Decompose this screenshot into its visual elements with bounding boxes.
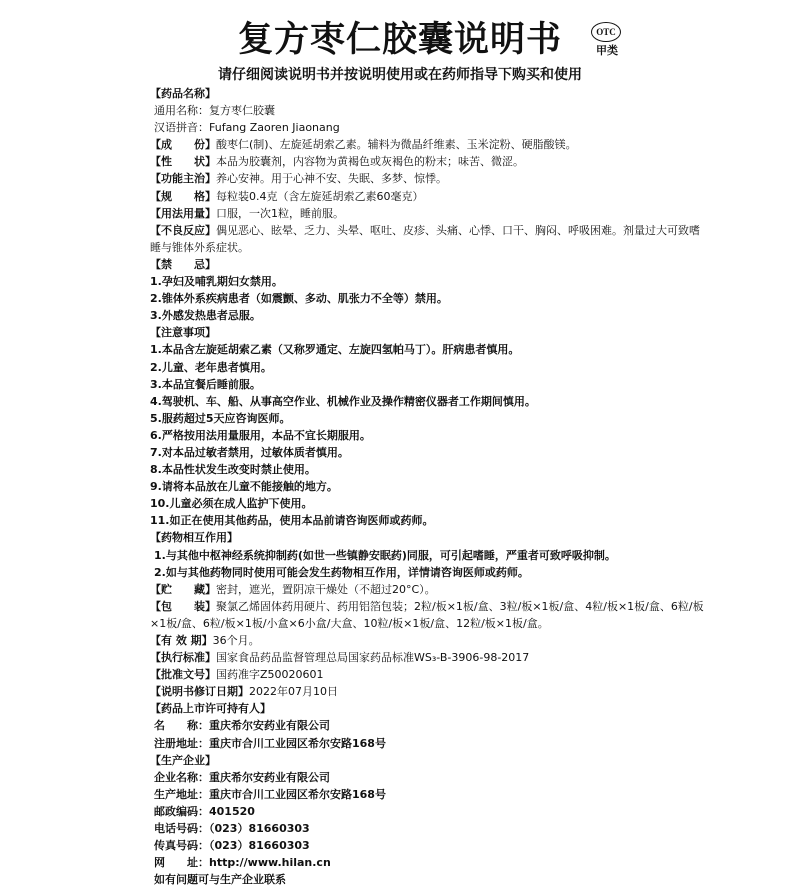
indications-label: 【功能主治】: [150, 172, 216, 186]
validity-label: 【有 效 期】: [150, 634, 213, 647]
phone-value: （023）81660303: [209, 822, 310, 836]
caution-item: 2.儿童、老年患者慎用。: [150, 360, 272, 374]
package-value: 聚氯乙烯固体药用硬片、药用铝箔包装；2粒/板×1板/盒、3粒/板×1板/盒、4粒/板×1板/盒、6粒/板×1板/盒、6粒/板×1板/小盒×6小盒/大盒、10粒/板×1板/盒、12粒/板×1板/盒。: [150, 599, 704, 630]
caution-item: 3.本品宜餐后睡前服。: [150, 377, 261, 391]
storage-row: [150, 581, 710, 598]
revision-row: [150, 683, 710, 700]
character-label: 【性 状】: [150, 155, 216, 169]
document-header: [0, 8, 800, 88]
interaction-item: 1.与其他中枢神经系统抑制药(如世一些镇静安眠药)同服，可引起嗜睡，严重者可致呼吸抑制。: [154, 548, 616, 562]
generic-name-row: [150, 102, 710, 119]
caution-item: 10.儿童必须在成人监护下使用。: [150, 497, 313, 511]
approval-row: [150, 666, 710, 683]
manufacturer-heading: 【生产企业】: [150, 753, 216, 767]
postcode-label: 邮政编码：: [154, 804, 209, 818]
spec-value: 每粒装0.4克（含左旋延胡索乙素60毫克）: [216, 189, 424, 203]
website-label: 网 址：: [154, 856, 209, 870]
holder-address-row: [150, 735, 710, 752]
postcode-value: 401520: [209, 804, 255, 818]
standard-row: [150, 649, 710, 666]
manufacturer-address-value: 重庆市合川工业园区希尔安路168号: [209, 787, 386, 801]
adverse-value: 偶见恶心、眩晕、乏力、头晕、呕吐、皮疹、头痛、心悸、口干、胸闷、呼吸困难。剂量过大可致嗜睡与锥体外系症状。: [150, 223, 700, 254]
caution-item: 6.严格按用法用量服用，本品不宜长期服用。: [150, 428, 371, 442]
storage-value: 密封，遮光，置阴凉干燥处（不超过20°C）。: [216, 582, 436, 596]
standard-value: 国家食品药品监督管理总局国家药品标准WS₃-B-3906-98-2017: [216, 651, 530, 665]
contraindication-item: 2.锥体外系疾病患者（如震颤、多动、肌张力不全等）禁用。: [150, 292, 448, 306]
interactions-heading: 【药物相互作用】: [150, 531, 238, 545]
caution-item: 9.请将本品放在儿童不能接触的地方。: [150, 480, 338, 494]
fax-value: （023）81660303: [209, 839, 310, 853]
manufacturer-address-row: [150, 786, 710, 803]
manufacturer-name-value: 重庆希尔安药业有限公司: [209, 770, 330, 784]
caution-item: 11.如正在使用其他药品，使用本品前请咨询医师或药师。: [150, 514, 434, 528]
approval-label: 【批准文号】: [150, 668, 216, 682]
caution-item: 1.本品含左旋延胡索乙素（又称罗通定、左旋四氢帕马丁）。肝病患者慎用。: [150, 343, 520, 357]
phone-row: [150, 820, 710, 837]
phone-label: 电话号码：: [154, 822, 209, 836]
holder-name-value: 重庆希尔安药业有限公司: [209, 719, 330, 733]
adverse-label: 【不良反应】: [150, 223, 216, 237]
document-title: 复方枣仁胶囊说明书: [237, 20, 562, 60]
document-subtitle: 请仔细阅读说明书并按说明使用或在药师指导下购买和使用: [218, 67, 582, 83]
package-row: [150, 598, 710, 632]
contraindications-heading: 【禁 忌】: [150, 257, 216, 271]
fax-label: 传真号码：: [154, 839, 209, 853]
website-value: http://www.hilan.cn: [209, 856, 331, 870]
cautions-heading: 【注意事项】: [150, 326, 216, 340]
pinyin-label: 汉语拼音：: [154, 121, 209, 135]
leaflet-body: [150, 85, 710, 888]
holder-name-label: 名 称：: [154, 719, 209, 733]
contraindication-item: 1.孕妇及哺乳期妇女禁用。: [150, 275, 283, 289]
manufacturer-name-row: [150, 769, 710, 786]
generic-name-value: 复方枣仁胶囊: [209, 104, 275, 118]
ingredients-label: 【成 份】: [150, 138, 216, 152]
drug-name-heading: 【药品名称】: [150, 87, 216, 100]
otc-badge: OTC: [591, 22, 621, 42]
caution-item: 5.服药超过5天应咨询医师。: [150, 411, 291, 425]
spec-row: [150, 188, 710, 205]
caution-item: 7.对本品过敏者禁用，过敏体质者慎用。: [150, 445, 349, 459]
validity-row: [150, 632, 710, 649]
manufacturer-address-label: 生产地址：: [154, 787, 209, 801]
ingredients-row: [150, 136, 710, 153]
adverse-row: [150, 222, 710, 256]
caution-item: 4.驾驶机、车、船、从事高空作业、机械作业及操作精密仪器者工作期间慎用。: [150, 394, 536, 408]
interaction-item: 2.如与其他药物同时使用可能会发生药物相互作用，详情请咨询医师或药师。: [154, 565, 529, 579]
indications-value: 养心安神。用于心神不安、失眠、多梦、惊悸。: [216, 172, 447, 186]
holder-name-row: [150, 717, 710, 734]
holder-address-value: 重庆市合川工业园区希尔安路168号: [209, 736, 386, 750]
fax-row: [150, 837, 710, 854]
pinyin-row: [150, 119, 710, 136]
character-row: [150, 153, 710, 170]
holder-heading: 【药品上市许可持有人】: [150, 702, 271, 716]
category-label: 甲类: [596, 44, 618, 57]
ingredients-value: 酸枣仁(制)、左旋延胡索乙素。辅料为微晶纤维素、玉米淀粉、硬脂酸镁。: [216, 138, 577, 152]
generic-name-label: 通用名称：: [154, 104, 209, 118]
standard-label: 【执行标准】: [150, 651, 216, 665]
validity-value: 36个月。: [212, 634, 260, 647]
indications-row: [150, 170, 710, 187]
approval-value: 国药准字Z50020601: [216, 668, 324, 682]
spec-label: 【规 格】: [150, 189, 216, 203]
revision-label: 【说明书修订日期】: [150, 685, 249, 699]
package-label: 【包 装】: [150, 599, 216, 613]
storage-label: 【贮 藏】: [150, 582, 216, 596]
manufacturer-name-label: 企业名称：: [154, 770, 209, 784]
usage-value: 口服，一次1粒，睡前服。: [216, 206, 344, 220]
holder-address-label: 注册地址：: [154, 736, 209, 750]
usage-label: 【用法用量】: [150, 206, 216, 220]
usage-row: [150, 205, 710, 222]
pinyin-value: Fufang Zaoren Jiaonang: [209, 121, 340, 135]
revision-value: 2022年07月10日: [249, 685, 338, 699]
contraindication-item: 3.外感发热患者忌服。: [150, 309, 261, 323]
website-row: [150, 854, 710, 871]
character-value: 本品为胶囊剂，内容物为黄褐色或灰褐色的粉末；味苦、微涩。: [216, 155, 524, 169]
caution-item: 8.本品性状发生改变时禁止使用。: [150, 463, 316, 477]
footer-note: 如有问题可与生产企业联系: [154, 873, 286, 887]
postcode-row: [150, 803, 710, 820]
